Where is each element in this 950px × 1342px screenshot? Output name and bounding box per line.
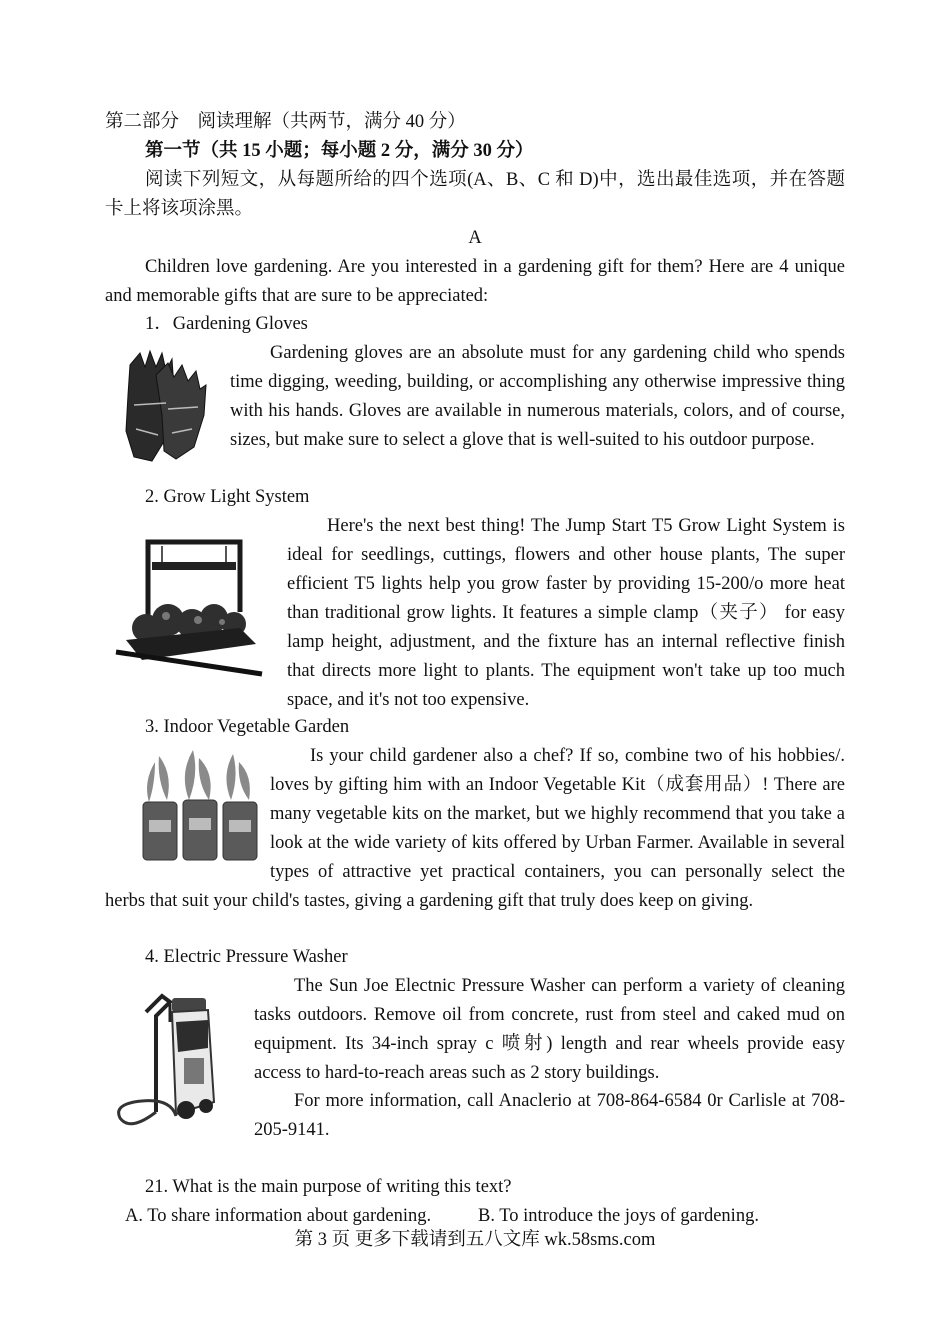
gardening-gloves-image [112,345,212,467]
grow-light-icon [112,532,272,682]
gloves-icon [112,345,212,467]
question-stem: 21. What is the main purpose of writing this text? [145,1177,512,1197]
vegetable-kit-image [105,742,270,872]
passage-letter: A [468,228,482,248]
item-3-title: 3. Indoor Vegetable Garden [145,717,350,737]
contact-info: For more information, call Anaclerio at 708-864-6584 0r Carlisle at 708-205-9141. [254,1091,845,1140]
passage-intro: Children love gardening. Are you interested in a gardening gift for them? Here are 4 unique and memorable gifts that are sure to be appreciated: [105,257,845,306]
pressure-washer-image [110,992,240,1142]
section-heading: 第一节（共 15 小题；每小题 2 分，满分 30 分） [145,141,534,161]
item-2-title: 2. Grow Light System [145,487,310,507]
item-3-text: Is your child gardener also a chef? If so, combine two of his hobbies/. loves by gifting him with an Indoor Vegetable Kit（成套用品）! There are many vegetable kits on the market, but we highly recommend that you take a look at the wide variety of kits offered by Urban Farmer. Available in several types of attractive yet practical containers, you can personally select the herbs that suit your child's tastes, giving a gardening gift that truly does keep on giving. [105,746,845,911]
item-2-text: Here's the next best thing! The Jump Start T5 Grow Light System is ideal for seedlings, cuttings, flowers and other house plants, The super efficient T5 lights help you grow faster by providing 15-200/o more heat than traditional grow lights. It features a simple clamp（夹子） for easy lamp height, adjustment, and the fixture has an internal reflective finish that directs more light to plants. The equipment won't take up too much space, and it's not too expensive. [287,516,845,710]
item-4-text: The Sun Joe Electnic Pressure Washer can perform a variety of cleaning tasks outdoors. Remove oil from concrete, rust from steel and caked mud on equipment. Its 34-inch spray c 喷射) length and rear wheels provide easy access to hard-to-reach areas such as 2 story buildings. [254,976,845,1083]
item-1-title: 1．Gardening Gloves [145,314,308,334]
instruction-text: 阅读下列短文，从每题所给的四个选项(A、B、C 和 D)中，选出最佳选项，并在答题卡上将该项涂黑。 [105,170,845,219]
item-4-title: 4. Electric Pressure Washer [145,947,348,967]
option-a: A. To share information about gardening. [125,1206,432,1226]
part-heading: 第二部分 阅读理解（共两节，满分 40 分） [105,112,466,132]
grow-light-image [112,532,272,682]
vegetable-kit-icon [125,742,275,867]
option-b: B. To introduce the joys of gardening. [478,1206,759,1226]
item-3-body [105,742,845,916]
item-1-text: Gardening gloves are an absolute must for any gardening child who spends time digging, weeding, building, or accomplishing any otherwise impressive thing with his hands. Gloves are available in numerous materials, colors, and of course, sizes, but make sure to select a glove that is well-suited to his outdoor purpose. [230,343,845,450]
page-footer: 第 3 页 更多下载请到五八文库 wk.58sms.com [294,1230,656,1250]
pressure-washer-icon [110,992,240,1142]
